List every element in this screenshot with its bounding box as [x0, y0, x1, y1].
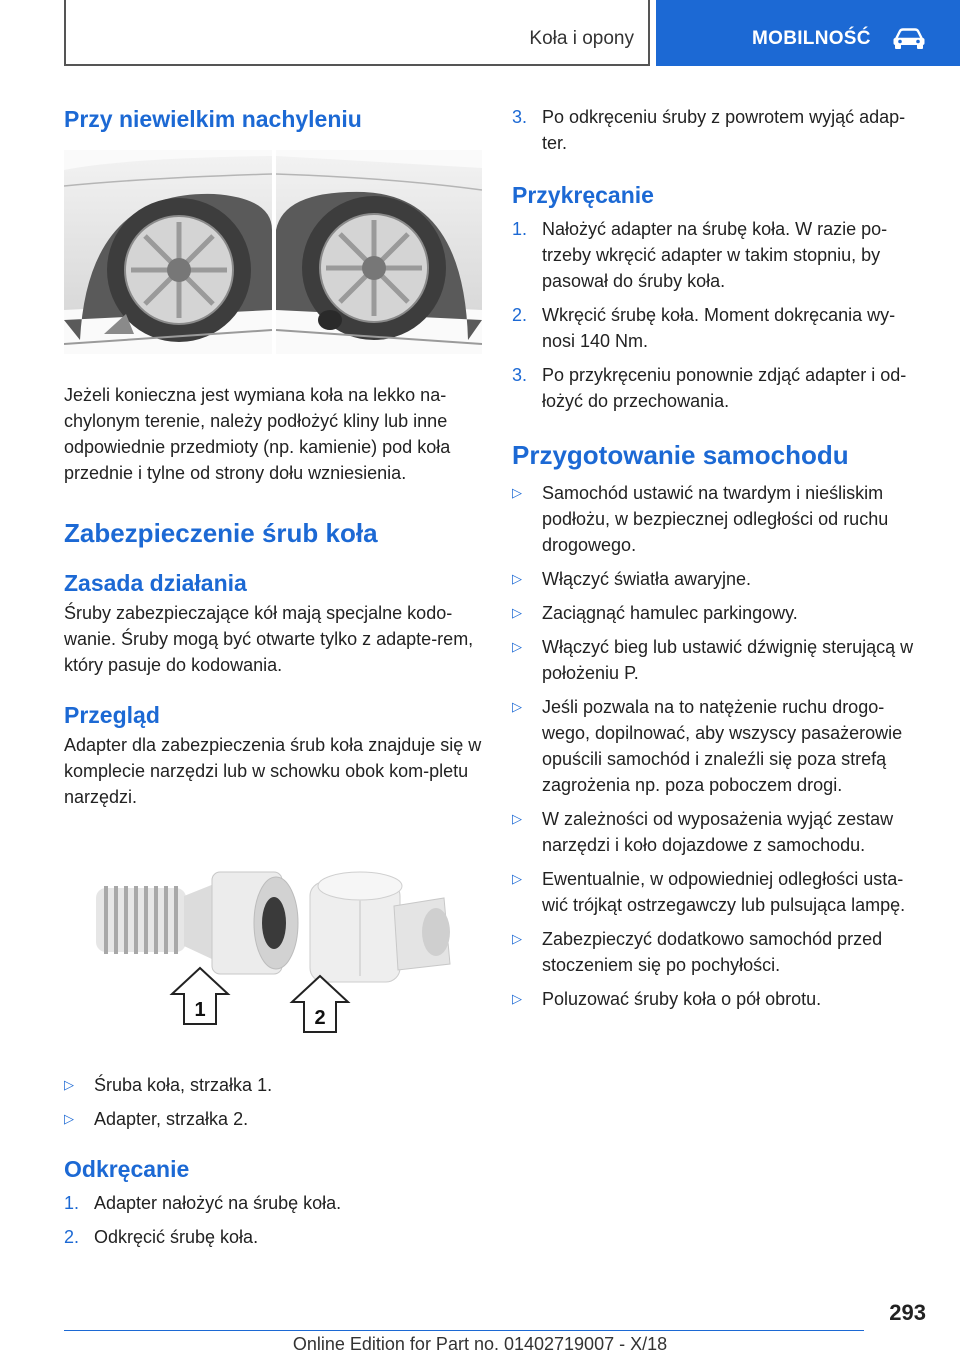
list-item-text: Włączyć bieg lub ustawić dźwignię sterującą w położeniu P.	[542, 637, 914, 683]
list-item	[512, 926, 924, 978]
principle-text: Śruby zabezpieczające kół mają specjalne kodo-wanie. Śruby mogą być otwarte tylko z adapte-rem, który pasuje do kodowania.	[64, 603, 474, 675]
step-number: 2.	[512, 305, 528, 325]
step-text: Po przykręceniu ponownie zdjąć adapter i od-łożyć do przechowania.	[542, 365, 907, 411]
step-text: Adapter nałożyć na śrubę koła.	[94, 1193, 342, 1213]
list-item	[64, 1106, 482, 1132]
prep-list	[512, 480, 924, 1012]
list-item-text: Jeśli pozwala na to natężenie ruchu drogo-wego, dopilnować, aby wszyscy pasażerowie opuścili samochód i znaleźli się poza strefą zagrożenia np. poza poboczem drogi.	[542, 697, 903, 795]
callout-label-1: 1	[194, 999, 206, 1021]
list-item	[512, 566, 924, 592]
footer-divider	[64, 1330, 864, 1331]
slope-illustration	[64, 150, 482, 354]
overview-text: Adapter dla zabezpieczenia śrub koła znajduje się w komplecie narzędzi lub w schowku obok kom-pletu narzędzi.	[64, 735, 482, 807]
triangle-bullet-icon: ▷	[512, 931, 522, 946]
arrow-callout-1	[172, 968, 228, 1024]
header-section-title: Koła i opony	[529, 28, 634, 49]
right-column	[512, 104, 924, 1012]
list-item-text: Adapter, strzałka 2.	[94, 1109, 249, 1129]
bolt-thread	[96, 886, 186, 954]
screw-heading: Przykręcanie	[512, 182, 654, 208]
triangle-bullet-icon: ▷	[512, 639, 522, 654]
wheel-chocks-drawing	[64, 150, 482, 354]
triangle-bullet-icon: ▷	[512, 811, 522, 826]
unscrew-steps-continued	[512, 104, 924, 156]
list-item-text: Poluzować śruby koła o pół obrotu.	[542, 989, 822, 1009]
step-item	[512, 302, 924, 354]
step-text: Odkręcić śrubę koła.	[94, 1227, 259, 1247]
step-text: Wkręcić śrubę koła. Moment dokręcania wy-nosi 140 Nm.	[542, 305, 896, 351]
footer-edition: Online Edition for Part no. 01402719007 - X/18	[292, 1334, 668, 1354]
triangle-bullet-icon: ▷	[64, 1111, 74, 1126]
header-section-box	[64, 0, 650, 66]
prep-heading: Przygotowanie samochodu	[512, 440, 849, 470]
list-item-text: Zaciągnąć hamulec parkingowy.	[542, 603, 798, 623]
step-item	[64, 1190, 482, 1216]
step-text: Nałożyć adapter na śrubę koła. W razie po-trzeby wkręcić adapter w takim stopniu, by pasował do śruby koła.	[542, 219, 888, 291]
step-text: Po odkręceniu śruby z powrotem wyjąć adap-ter.	[542, 107, 906, 153]
step-item	[512, 104, 924, 156]
triangle-bullet-icon: ▷	[512, 605, 522, 620]
lock-bolt-illustration	[64, 836, 482, 1046]
list-item-text: Ewentualnie, w odpowiedniej odległości usta-wić trójkąt ostrzegawczy lub pulsująca lampę.	[542, 869, 906, 915]
step-item	[512, 362, 924, 414]
left-column	[64, 96, 482, 1250]
overview-list	[64, 1072, 482, 1132]
overview-heading: Przegląd	[64, 702, 160, 728]
triangle-bullet-icon: ▷	[512, 485, 522, 500]
header-chapter-tab	[656, 0, 960, 66]
callout-label-2: 2	[314, 1007, 326, 1029]
step-number: 1.	[512, 219, 528, 239]
list-item-text: W zależności od wyposażenia wyjąć zestaw narzędzi i koło dojazdowe z samochodu.	[542, 809, 894, 855]
list-item	[512, 986, 924, 1012]
list-item-text: Śruba koła, strzałka 1.	[94, 1075, 273, 1095]
triangle-bullet-icon: ▷	[512, 571, 522, 586]
unscrew-steps	[64, 1190, 482, 1250]
step-number: 3.	[512, 365, 528, 385]
list-item-text: Samochód ustawić na twardym i nieśliskim podłożu, w bezpiecznej odległości od ruchu drogowego.	[542, 483, 889, 555]
arrow-callout-2	[292, 976, 348, 1032]
step-number: 2.	[64, 1227, 80, 1247]
triangle-bullet-icon: ▷	[512, 991, 522, 1006]
step-item	[64, 1224, 482, 1250]
step-item	[512, 216, 924, 294]
slope-text: Jeżeli konieczna jest wymiana koła na lekko na-chylonym terenie, należy podłożyć kliny lub inne odpowiednie przedmioty (np. kamienie) pod koła przednie i tylne od strony dołu wzniesienia.	[64, 385, 451, 483]
triangle-bullet-icon: ▷	[512, 871, 522, 886]
page-number: 293	[889, 1300, 926, 1325]
triangle-bullet-icon: ▷	[64, 1077, 74, 1092]
list-item	[512, 480, 924, 558]
unscrew-heading: Odkręcanie	[64, 1156, 190, 1182]
list-item-text: Zabezpieczyć dodatkowo samochód przed stoczeniem się po pochyłości.	[542, 929, 883, 975]
list-item-text: Włączyć światła awaryjne.	[542, 569, 752, 589]
list-item	[64, 1072, 482, 1098]
car-icon	[892, 28, 926, 50]
screw-steps	[512, 216, 924, 414]
list-item	[512, 634, 924, 686]
triangle-bullet-icon: ▷	[512, 699, 522, 714]
step-number: 3.	[512, 107, 528, 127]
principle-heading: Zasada działania	[64, 570, 247, 596]
header-chapter-title: MOBILNOŚĆ	[752, 28, 871, 49]
lock-heading: Zabezpieczenie śrub koła	[64, 518, 378, 548]
list-item	[512, 694, 924, 798]
list-item	[512, 866, 924, 918]
list-item	[512, 600, 924, 626]
slope-heading: Przy niewielkim nachyleniu	[64, 106, 362, 132]
bolt-adapter-drawing	[64, 836, 482, 1046]
step-number: 1.	[64, 1193, 80, 1213]
list-item	[512, 806, 924, 858]
